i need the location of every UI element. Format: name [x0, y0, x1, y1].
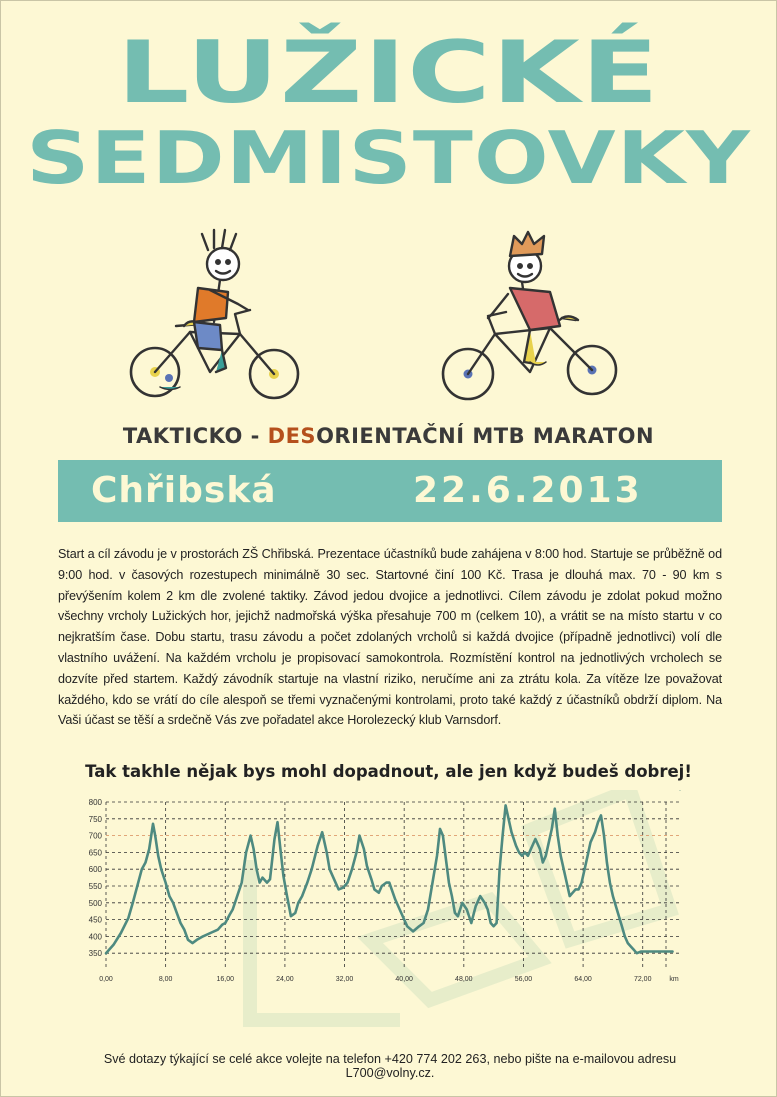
elevation-point [633, 949, 634, 950]
elevation-point [407, 926, 408, 927]
elevation-point [496, 922, 497, 923]
elevation-point [590, 842, 591, 843]
elevation-point [490, 922, 491, 923]
elevation-point [466, 909, 467, 910]
elevation-point [569, 896, 570, 897]
elevation-point [423, 922, 424, 923]
date-banner [58, 460, 722, 522]
elevation-point [366, 865, 367, 866]
elevation-point [621, 926, 622, 927]
contact-footer: Své dotazy týkající se celé akce volejte na telefon +420 774 202 263, nebo pište na e-mailovou adresu L700@volny.cz. [103, 1052, 677, 1080]
subtitle [0, 424, 777, 448]
elevation-profile-chart [70, 790, 700, 1030]
elevation-point [290, 916, 291, 917]
elevation-point [356, 852, 357, 853]
girl-cyclist-illustration [443, 232, 616, 399]
elevation-point [222, 924, 223, 925]
elevation-point [173, 902, 174, 903]
elevation-point [338, 889, 339, 890]
x-tick-label: 56,00 [514, 976, 533, 983]
elevation-point [650, 951, 651, 952]
elevation-point [277, 822, 278, 823]
elevation-point [176, 912, 177, 913]
elevation-point [302, 896, 303, 897]
elevation-point [225, 922, 226, 923]
elevation-point [317, 845, 318, 846]
elevation-point [237, 896, 238, 897]
elevation-point [471, 922, 472, 923]
elevation-point [132, 902, 133, 903]
y-tick-label: 550 [88, 882, 102, 891]
elevation-point [505, 805, 506, 806]
elevation-point [600, 815, 601, 816]
elevation-point [359, 835, 360, 836]
elevation-point [432, 882, 433, 883]
x-tick-label: 32,00 [335, 976, 354, 983]
elevation-point [659, 951, 660, 952]
elevation-point [624, 936, 625, 937]
elevation-point [487, 909, 488, 910]
elevation-point [184, 929, 185, 930]
elevation-point [241, 882, 242, 883]
elevation-point [262, 877, 263, 878]
elevation-point [679, 790, 680, 791]
banner-place: Chřibská [91, 470, 277, 511]
elevation-point [581, 882, 582, 883]
elevation-point [274, 838, 275, 839]
chart-watermark [250, 790, 670, 1020]
elevation-point [180, 922, 181, 923]
x-tick-label: 24,00 [276, 976, 294, 983]
elevation-point [113, 944, 114, 945]
elevation-point [539, 848, 540, 849]
y-tick-label: 450 [88, 915, 102, 925]
elevation-point [196, 939, 197, 940]
elevation-point [545, 855, 546, 856]
elevation-point [266, 882, 267, 883]
elevation-point [535, 838, 536, 839]
elevation-point [145, 862, 146, 863]
x-tick-label: 40,00 [395, 976, 413, 983]
chart-title: Tak takhle nějak bys mohl dopadnout, ale jen když budeš dobrej! [85, 762, 692, 781]
elevation-point [280, 848, 281, 849]
elevation-point [419, 926, 420, 927]
elevation-point [442, 835, 443, 836]
elevation-point [502, 835, 503, 836]
elevation-point [334, 879, 335, 880]
elevation-point [672, 951, 673, 952]
elevation-point [427, 909, 428, 910]
elevation-point [457, 916, 458, 917]
y-tick-label: 600 [88, 865, 102, 875]
boy-cyclist-illustration [131, 230, 298, 398]
elevation-point [169, 896, 170, 897]
x-axis-unit-label: km [669, 976, 679, 983]
elevation-point [499, 869, 500, 870]
banner-date: 22.6.2013 [413, 470, 643, 511]
y-tick-label: 800 [88, 798, 102, 807]
elevation-point [286, 892, 287, 893]
elevation-point [587, 855, 588, 856]
elevation-point [298, 902, 299, 903]
elevation-point [395, 899, 396, 900]
elevation-point [615, 906, 616, 907]
elevation-point [105, 953, 106, 954]
elevation-point [329, 869, 330, 870]
elevation-point [232, 909, 233, 910]
elevation-point [530, 848, 531, 849]
elevation-point [436, 855, 437, 856]
elevation-point [665, 951, 666, 952]
y-tick-label: 350 [88, 949, 102, 959]
elevation-point [161, 869, 162, 870]
elevation-point [542, 862, 543, 863]
x-tick-label: 72,00 [633, 976, 652, 983]
y-tick-label: 750 [88, 814, 102, 824]
elevation-point [283, 875, 284, 876]
elevation-point [155, 835, 156, 836]
elevation-point [322, 832, 323, 833]
cyclists-illustration [110, 222, 670, 412]
elevation-point [551, 828, 552, 829]
elevation-point [374, 889, 375, 890]
x-tick-label: 48,00 [455, 976, 473, 983]
elevation-point [256, 869, 257, 870]
elevation-point [128, 917, 129, 918]
elevation-point [389, 882, 390, 883]
elevation-point [521, 855, 522, 856]
elevation-point [343, 887, 344, 888]
elevation-point [378, 892, 379, 893]
elevation-point [554, 808, 555, 809]
subtitle-part-1: TAKTICKO - [122, 424, 268, 448]
elevation-point [597, 822, 598, 823]
elevation-point [630, 946, 631, 947]
elevation-point [187, 939, 188, 940]
elevation-point [137, 885, 138, 886]
elevation-point [246, 852, 247, 853]
elevation-point [609, 882, 610, 883]
elevation-point [381, 885, 382, 886]
elevation-point [584, 869, 585, 870]
elevation-point [572, 892, 573, 893]
x-tick-label: 16,00 [216, 976, 235, 983]
elevation-point [511, 832, 512, 833]
elevation-point [475, 906, 476, 907]
elevation-point [326, 852, 327, 853]
elevation-point [347, 882, 348, 883]
elevation-point [578, 889, 579, 890]
elevation-point [250, 835, 251, 836]
elevation-point [439, 828, 440, 829]
elevation-point [575, 889, 576, 890]
elevation-point [351, 869, 352, 870]
elevation-point [454, 912, 455, 913]
x-tick-label: 8,00 [158, 976, 173, 983]
elevation-point [311, 869, 312, 870]
description-text: Start a cíl závodu je v prostorách ZŠ Chřibská. Prezentace účastníků bude zahájena v 8:00 hod. Startuje se průběžně od 9:00 hod. v časových rozestupech minimálně 30 sec. Startovné činí 100 Kč. Trasa je dlouhá max. 70 - 90 km s převýšením kolem 2 km dle zvolené taktiky. Závod jedou dvojice a jednotlivci. Cílem závodu je zdolat pokud možno všechny vrcholy Lužických hor, jejichž nadmořská výška přesahuje 700 m (celkem 10), a vrátit se na místo startu v co nejkratším čase. Dobu startu, trasu závodu a počet zdolaných vrcholů si každá dvojice (případně jednotlivci) volí dle vlastního uvážení. Na každém vrcholu je propisovací samokontrola. Rozmístění kontrol na jednotlivých vrcholech se dozvíte před startem. Každý závodník startuje na vlastní riziko, neručíme ani za ztrátu kola. Za vítěze lze považovat každého, kdo se vrátí do cíle alespoň se třemi vyznačenými kontrolami, proto také každý z účastníků obdrží diplom. Na Vaši účast se těší a srdečně Vás zve pořadatel akce Horolezecký klub Varnsdorf. [58, 547, 722, 728]
elevation-point [295, 912, 296, 913]
y-tick-label: 650 [88, 848, 102, 858]
elevation-point [229, 914, 230, 915]
y-tick-label: 700 [88, 831, 102, 841]
elevation-point [563, 869, 564, 870]
elevation-point [269, 879, 270, 880]
elevation-point [603, 835, 604, 836]
elevation-point [524, 852, 525, 853]
elevation-point [606, 862, 607, 863]
elevation-point [654, 951, 655, 952]
elevation-point [158, 855, 159, 856]
elevation-point [548, 842, 549, 843]
elevation-point [120, 932, 121, 933]
y-tick-label: 500 [88, 898, 102, 908]
elevation-point [141, 869, 142, 870]
elevation-point [618, 916, 619, 917]
elevation-point [594, 832, 595, 833]
elevation-point [445, 859, 446, 860]
elevation-point [202, 936, 203, 937]
elevation-point [484, 902, 485, 903]
subtitle-part-3: ORIENTAČNÍ MTB MARATON [316, 424, 655, 448]
elevation-point [149, 848, 150, 849]
elevation-point [566, 882, 567, 883]
elevation-point [210, 932, 211, 933]
elevation-point [192, 943, 193, 944]
elevation-point [448, 882, 449, 883]
elevation-point [515, 845, 516, 846]
subtitle-highlight: DES [267, 424, 317, 448]
elevation-point [557, 835, 558, 836]
elevation-point [307, 882, 308, 883]
title-line-2: SEDMISTOVKY [26, 116, 751, 200]
title-line-1: LUŽICKÉ [116, 23, 661, 123]
y-tick-label: 400 [88, 932, 102, 942]
elevation-point [401, 912, 402, 913]
elevation-point [451, 896, 452, 897]
x-tick-label: 64,00 [574, 976, 592, 983]
elevation-point [518, 852, 519, 853]
elevation-point [217, 929, 218, 930]
elevation-point [527, 855, 528, 856]
elevation-point [386, 882, 387, 883]
elevation-point [413, 931, 414, 932]
elevation-point [253, 848, 254, 849]
elevation-point [165, 882, 166, 883]
elevation-point [371, 879, 372, 880]
elevation-point [560, 855, 561, 856]
elevation-point [462, 902, 463, 903]
elevation-point [493, 926, 494, 927]
elevation-point [627, 943, 628, 944]
x-tick-label: 0,00 [99, 976, 113, 983]
elevation-point [641, 951, 642, 952]
elevation-point [259, 882, 260, 883]
elevation-point [636, 953, 637, 954]
elevation-point [480, 896, 481, 897]
elevation-point [612, 896, 613, 897]
elevation-point [152, 823, 153, 824]
elevation-point [363, 848, 364, 849]
elevation-point [645, 951, 646, 952]
